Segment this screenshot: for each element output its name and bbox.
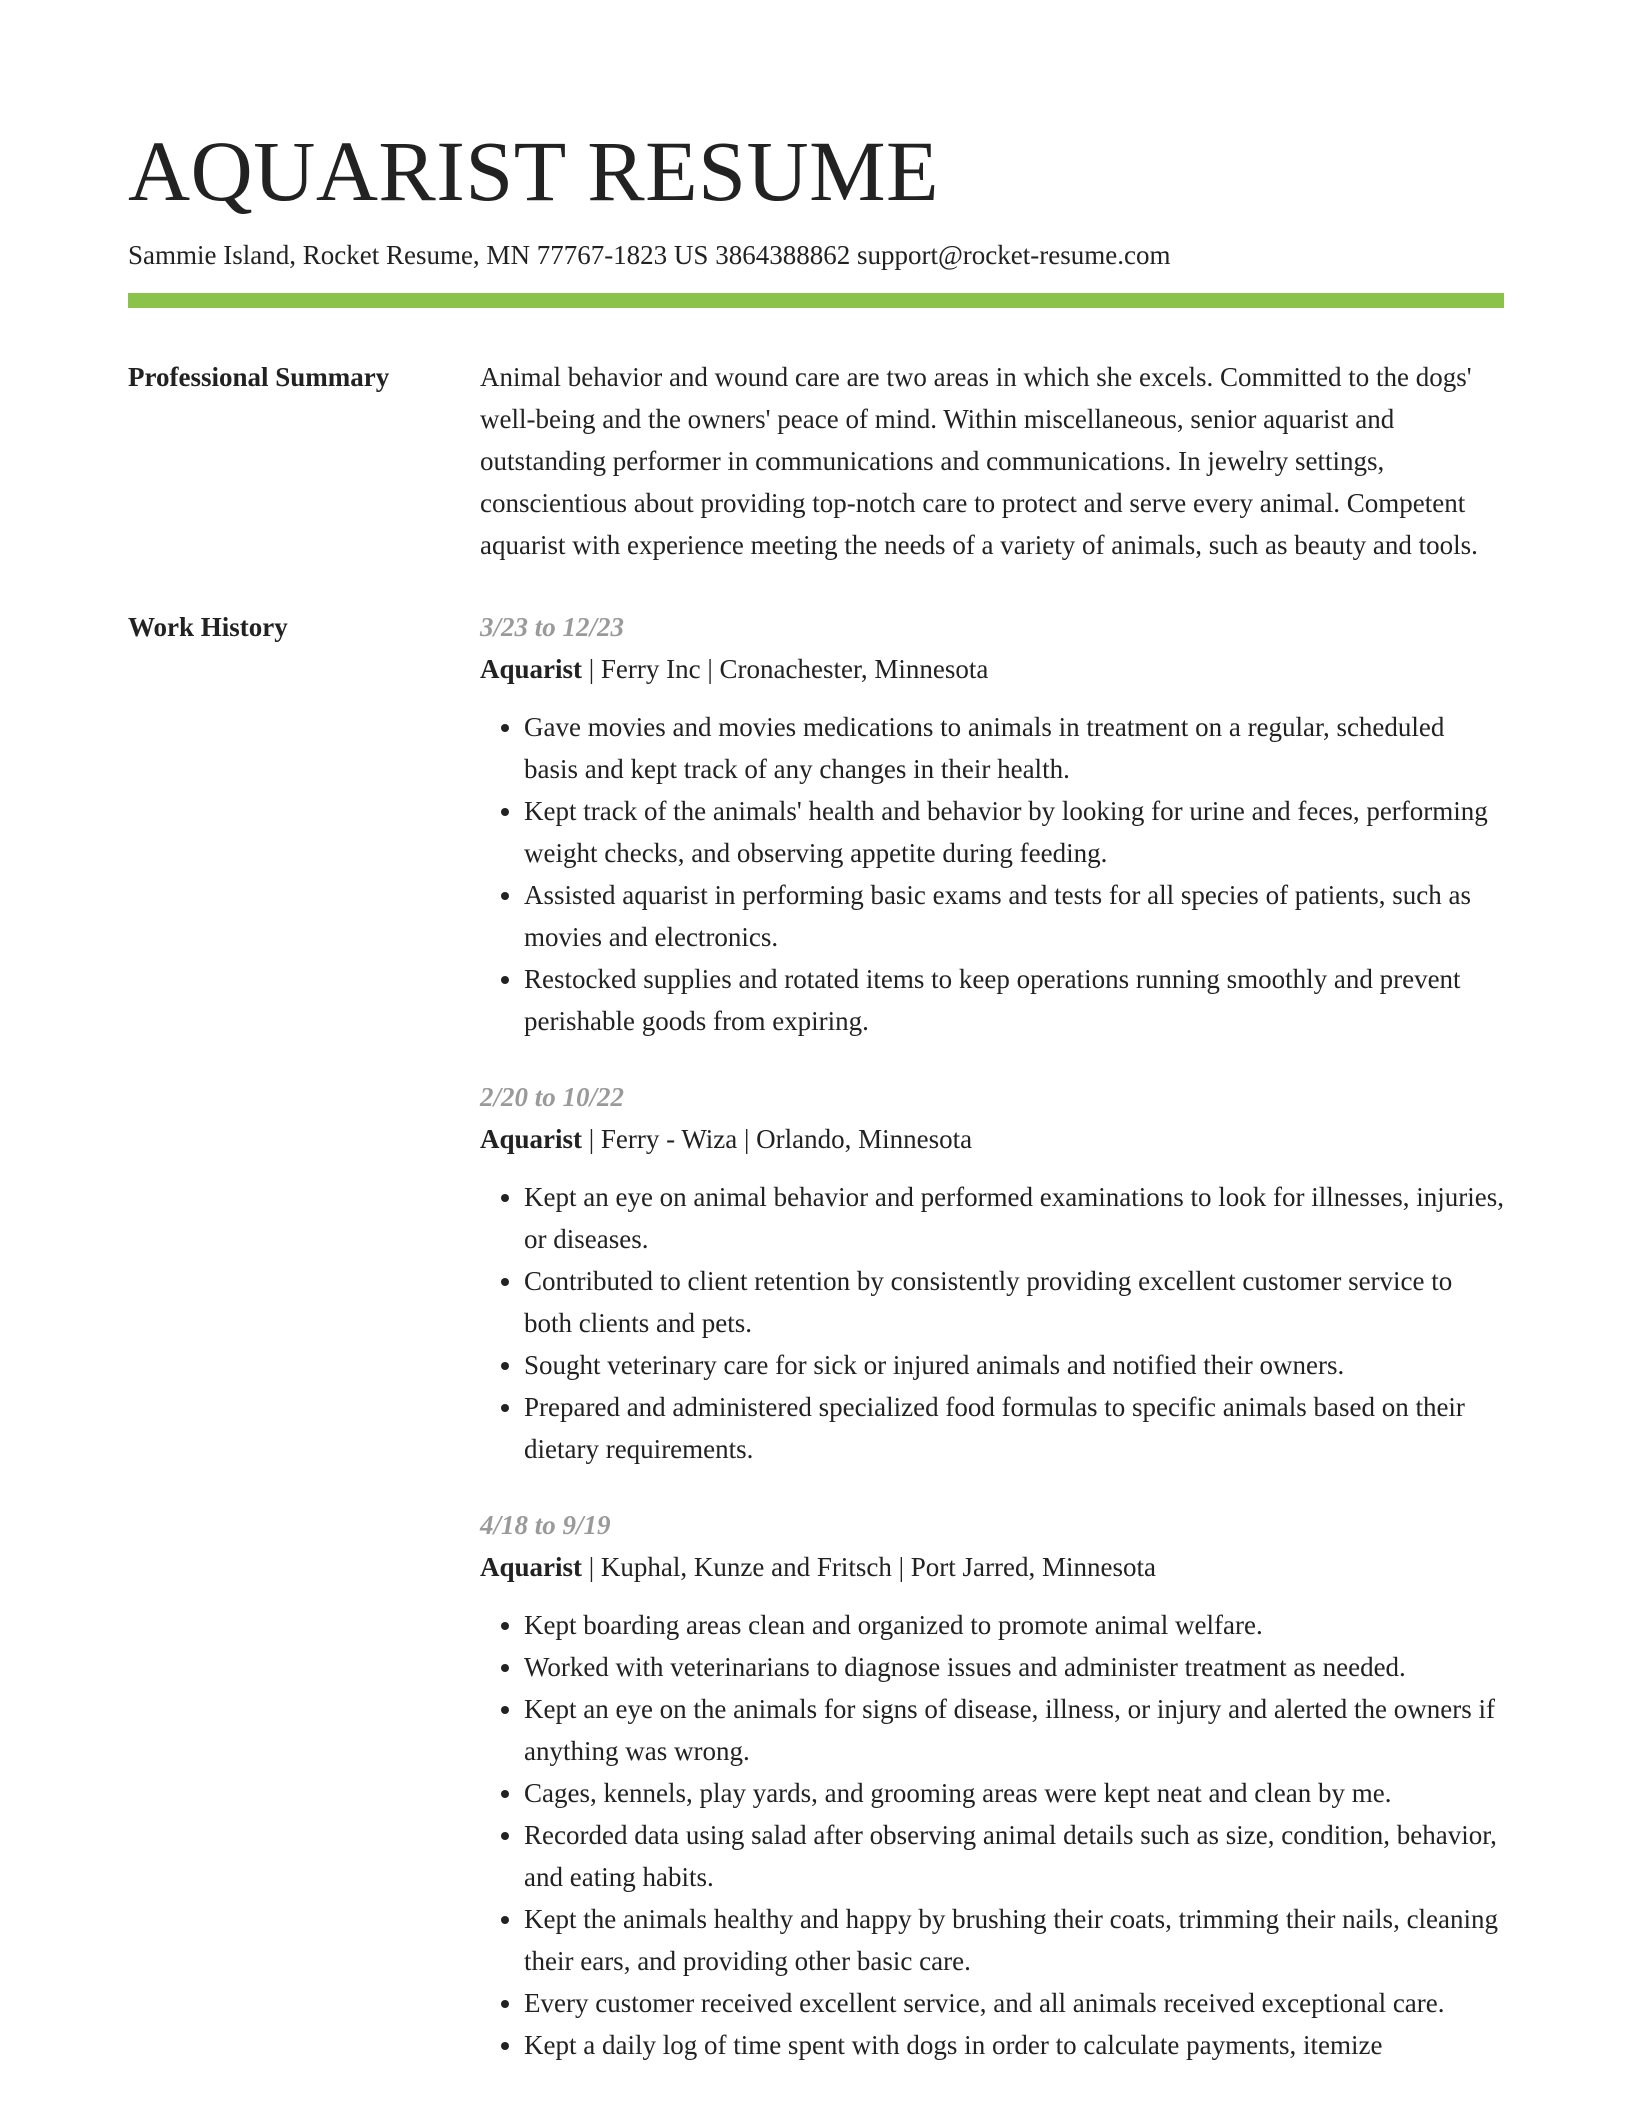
job-bullets — [480, 1176, 1504, 1470]
job-details: | Ferry Inc | Cronachester, Minnesota — [582, 654, 989, 684]
job-bullet: • Contributed to client retention by consistently providing excellent customer service to both clients and pets. — [524, 1260, 1504, 1344]
section-label-work-history: Work History — [128, 612, 288, 642]
job-title: Aquarist — [480, 654, 583, 684]
job-bullet: • Worked with veterinarians to diagnose issues and administer treatment as needed. — [524, 1646, 1504, 1688]
job-title: Aquarist — [480, 1552, 583, 1582]
work-history-section — [128, 606, 1504, 2100]
job-bullets — [480, 706, 1504, 1042]
job-bullet: • Gave movies and movies medications to animals in treatment on a regular, scheduled basis and kept track of any changes in their health. — [524, 706, 1504, 790]
job-bullet: • Prepared and administered specialized food formulas to specific animals based on their dietary requirements. — [524, 1386, 1504, 1470]
job-bullet: • Every customer received excellent service, and all animals received exceptional care. — [524, 1982, 1504, 2024]
summary-text: Animal behavior and wound care are two areas in which she excels. Committed to the dogs' well-being and the owners' peace of mind. Within miscellaneous, senior aquarist and outstanding performer in communications and communications. In jewelry settings, conscientious about providing top-notch care to protect and serve every animal. Competent aquarist with experience meeting the needs of a variety of animals, such as beauty and tools. — [480, 362, 1478, 560]
job-heading — [480, 1118, 1504, 1160]
resume-page — [128, 0, 1504, 2100]
professional-summary-section — [128, 356, 1504, 566]
work-history-body — [480, 606, 1504, 2100]
job-heading — [480, 1546, 1504, 1588]
job-dates: 2/20 to 10/22 — [480, 1082, 625, 1112]
summary-body — [480, 356, 1504, 566]
contact-line: Sammie Island, Rocket Resume, MN 77767-1823 US 3864388862 support@rocket-resume.com — [128, 240, 1171, 270]
job-bullet: • Cages, kennels, play yards, and grooming areas were kept neat and clean by me. — [524, 1772, 1504, 1814]
job-bullet: • Restocked supplies and rotated items to keep operations running smoothly and prevent perishable goods from expiring. — [524, 958, 1504, 1042]
job-bullet: • Kept the animals healthy and happy by brushing their coats, trimming their nails, cleaning their ears, and providing other basic care. — [524, 1898, 1504, 1982]
job-dates: 3/23 to 12/23 — [480, 612, 625, 642]
job-heading — [480, 648, 1504, 690]
job-bullet: • Kept a daily log of time spent with dogs in order to calculate payments, itemize — [524, 2024, 1504, 2066]
job-title: Aquarist — [480, 1124, 583, 1154]
accent-divider — [128, 293, 1504, 308]
job-dates: 4/18 to 9/19 — [480, 1510, 611, 1540]
job-bullet: • Assisted aquarist in performing basic exams and tests for all species of patients, such as movies and electronics. — [524, 874, 1504, 958]
job-bullet: • Kept boarding areas clean and organized to promote animal welfare. — [524, 1604, 1504, 1646]
job-bullet: • Recorded data using salad after observing animal details such as size, condition, behavior, and eating habits. — [524, 1814, 1504, 1898]
job-entry — [480, 1076, 1504, 1470]
job-bullet: • Sought veterinary care for sick or injured animals and notified their owners. — [524, 1344, 1504, 1386]
job-bullet: • Kept an eye on the animals for signs of disease, illness, or injury and alerted the owners if anything was wrong. — [524, 1688, 1504, 1772]
section-label-summary: Professional Summary — [128, 362, 390, 392]
job-bullet: • Kept an eye on animal behavior and performed examinations to look for illnesses, injuries, or diseases. — [524, 1176, 1504, 1260]
job-bullet: • Kept track of the animals' health and behavior by looking for urine and feces, performing weight checks, and observing appetite during feeding. — [524, 790, 1504, 874]
resume-title: AQUARIST RESUME — [128, 123, 940, 219]
job-details: | Kuphal, Kunze and Fritsch | Port Jarred, Minnesota — [582, 1552, 1156, 1582]
job-details: | Ferry - Wiza | Orlando, Minnesota — [582, 1124, 973, 1154]
job-entry — [480, 1504, 1504, 2066]
job-entry — [480, 606, 1504, 1042]
job-bullets — [480, 1604, 1504, 2066]
